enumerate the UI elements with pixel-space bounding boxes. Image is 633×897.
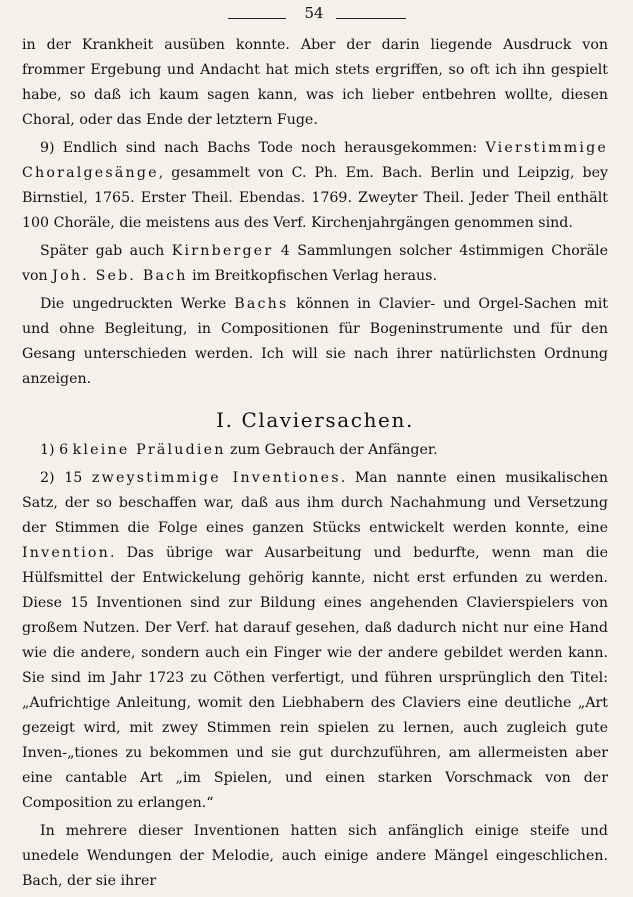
paragraph (22, 819, 608, 894)
text-run: In mehrere dieser Inventionen hatten sich anfänglich einige steife und unedele Wendungen der Melodie, auch einige andere Mängel eingeschlichen. Bach, der sie ihrer (22, 823, 608, 889)
header-rule-left (228, 18, 286, 19)
emphasized-text: zweystimmige Inventiones (91, 470, 341, 486)
text-run: können in Clavier- und Orgel-Sachen mit und ohne Begleitung, in Compositionen für Bogeninstrumente und für den Gesang unterschieden werden. Ich will sie nach ihrer natürlichsten Ordnung anzeigen. (22, 296, 608, 387)
paragraph (22, 466, 608, 816)
page-body (22, 33, 608, 897)
text-run: 2) 15 (40, 470, 92, 486)
page-number: 54 (304, 4, 324, 22)
paragraph (22, 136, 608, 236)
paragraph (22, 438, 608, 463)
section-heading (22, 406, 608, 434)
emphasized-text: Kirnberger (171, 243, 274, 259)
paragraph (22, 33, 608, 133)
text-run: Die ungedruckten Werke (40, 296, 235, 312)
paragraph (22, 239, 608, 289)
text-run: im Breitkopfischen Verlag heraus. (187, 268, 437, 284)
text-run: . Das übrige war Ausarbeitung und bedurfte, wenn man die Hülfsmittel der Entwickelung gehörig kannte, nicht erst erfunden zu werden. Diese 15 Inventionen sind zur Bildung eines angehenden Clavierspielers von großem Nutzen. Der Verf. hat darauf gesehen, daß dadurch nicht nur eine Hand wie die andere, sondern auch ein Finger wie der andere gebildet werden kann. Sie sind im Jahr 1723 zu Cöthen verfertigt, und führen ursprünglich den Titel: „Aufrichtige Anleitung, womit den Liebhabern des Claviers eine deutliche „Art gezeigt wird, mit zwey Stimmen rein spielen zu lernen, auch zugleich gute Inven-„tiones zu bekommen und sie gut durchzuführen, am allermeisten aber eine cantable Art „im Spielen, und einen starken Vorschmack von der Composition zu erlangen.“ (22, 545, 608, 811)
text-run: 4 Sammlungen solcher 4stimmigen Choräle von (22, 243, 608, 284)
emphasized-text: Invention (22, 545, 111, 561)
text-run: I. Claviersachen. (216, 408, 414, 432)
text-run: , gesammelt von C. Ph. Em. Bach. Berlin und Leipzig, bey Birnstiel, 1765. Erster Theil. Ebendas. 1769. Zweyter Theil. Jeder Theil enthält 100 Choräle, die meistens aus des Verf. Kirchenjahrgängen genommen sind. (22, 165, 608, 231)
text-run: zum Gebrauch der Anfänger. (225, 442, 438, 458)
text-run: Später gab auch (40, 243, 172, 259)
emphasized-text: kleine Präludien (72, 442, 226, 458)
text-run: 1) 6 (40, 442, 73, 458)
text-run: . Man nannte einen musikalischen Satz, der so beschaffen war, daß aus ihm durch Nachahmung und Versetzung der Stimmen die Folge eines ganzen Stücks entwickelt werden konnte, eine (22, 470, 608, 536)
emphasized-text: Bachs (234, 296, 289, 312)
paragraph (22, 292, 608, 392)
header-rule-right (336, 18, 406, 19)
page-header (0, 4, 633, 30)
emphasized-text: Vierstimmige Choralgesänge (22, 140, 608, 181)
text-run: 9) Endlich sind nach Bachs Tode noch herausgekommen: (40, 140, 486, 156)
text-run: in der Krankheit ausüben konnte. Aber der darin liegende Ausdruck von frommer Ergebung und Andacht hat mich stets ergriffen, so oft ich ihn gespielt habe, so daß ich kaum sagen kann, was ich lieber entbehren wollte, diesen Choral, oder das Ende der letztern Fuge. (22, 37, 608, 128)
emphasized-text: Joh. Seb. Bach (52, 268, 188, 284)
